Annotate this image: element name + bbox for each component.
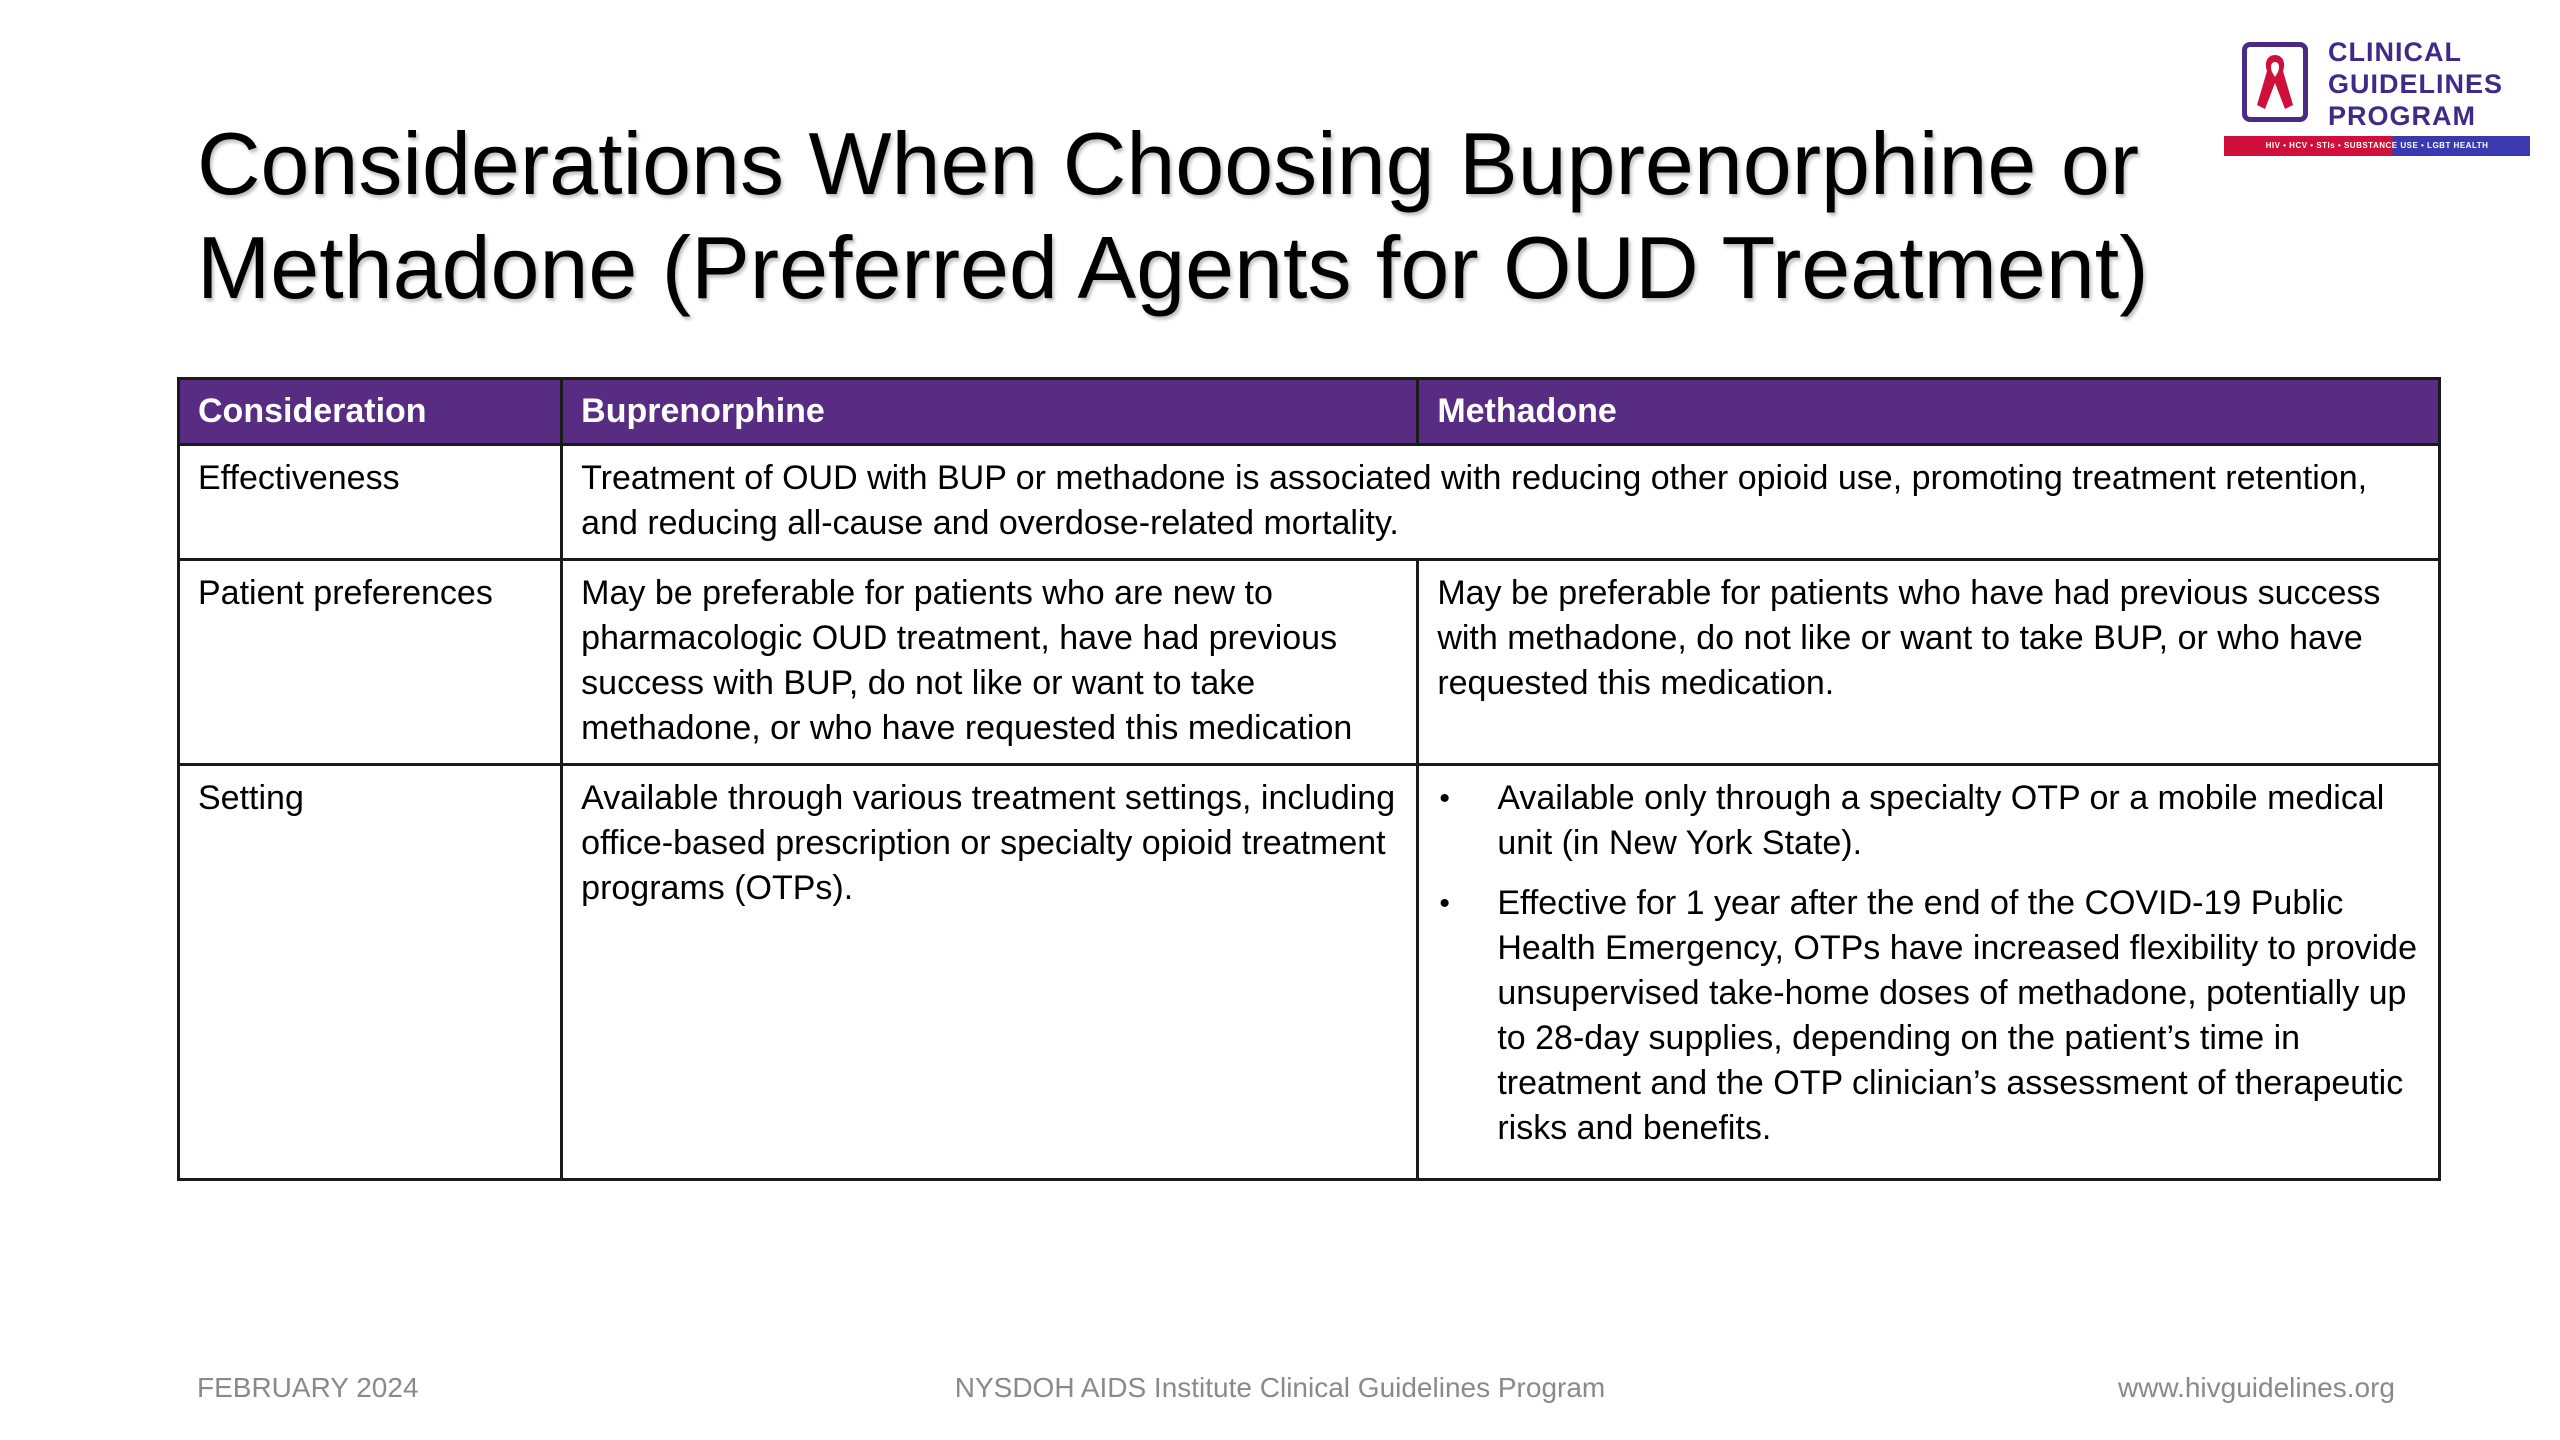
list-item-text: Effective for 1 year after the end of the COVID-19 Public Health Emergency, OTPs have increased flexibility to provide unsupervised take-home doses of methadone, potentially up to 28-day supplies, depending on the patient’s time in treatment and the OTP clinician’s assessment of therapeutic risks and benefits.	[1497, 884, 2418, 1147]
list-item-text: Available only through a specialty OTP or a mobile medical unit (in New York State).	[1497, 779, 2385, 862]
row-label-effectiveness: Effectiveness	[179, 445, 562, 560]
slide-title-line-1: Considerations When Choosing Buprenorphine or	[197, 114, 2140, 213]
table-header-row	[179, 379, 2440, 445]
header-buprenorphine: Buprenorphine	[562, 379, 1418, 445]
footer-date: FEBRUARY 2024	[197, 1372, 419, 1403]
clinical-guidelines-logo	[2224, 36, 2530, 160]
list-item	[1437, 881, 2420, 1151]
logo-line-2: GUIDELINES	[2328, 69, 2504, 99]
row-label-setting: Setting	[179, 765, 562, 1180]
header-consideration: Consideration	[179, 379, 562, 445]
red-ribbon-icon	[2247, 47, 2303, 117]
effectiveness-combined-cell: Treatment of OUD with BUP or methadone is associated with reducing other opioid use, promoting treatment retention, and reducing all-cause and overdose-related mortality.	[562, 445, 2440, 560]
logo-frame	[2242, 42, 2308, 122]
table-row-effectiveness	[179, 445, 2440, 560]
list-item	[1437, 776, 2420, 866]
slide-title-line-2: Methadone (Preferred Agents for OUD Treatment)	[197, 218, 2149, 317]
setting-methadone-cell	[1418, 765, 2440, 1180]
header-methadone: Methadone	[1418, 379, 2440, 445]
setting-buprenorphine-cell: Available through various treatment settings, including office-based prescription or specialty opioid treatment programs (OTPs).	[562, 765, 1418, 1180]
logo-wordmark	[2328, 36, 2503, 132]
slide-title	[197, 112, 2247, 320]
row-label-patient-preferences: Patient preferences	[179, 560, 562, 765]
table-row-patient-preferences	[179, 560, 2440, 765]
footer-url[interactable]: www.hivguidelines.org	[2117, 1372, 2395, 1403]
table-row-setting	[179, 765, 2440, 1180]
preferences-buprenorphine-cell: May be preferable for patients who are new to pharmacologic OUD treatment, have had previous success with BUP, do not like or want to take methadone, or who have requested this medication	[562, 560, 1418, 765]
preferences-methadone-cell: May be preferable for patients who have had previous success with methadone, do not like or want to take BUP, or who have requested this medication.	[1418, 560, 2440, 765]
bullet-icon: •	[1439, 887, 1450, 920]
logo-line-3: PROGRAM	[2328, 101, 2476, 131]
bullet-icon: •	[1439, 782, 1450, 815]
footer-program: NYSDOH AIDS Institute Clinical Guidelines Program	[954, 1372, 1606, 1403]
setting-methadone-list	[1437, 776, 2420, 1151]
considerations-table	[177, 377, 2441, 1181]
logo-line-1: CLINICAL	[2328, 37, 2462, 67]
logo-tagline-bar: HIV • HCV • STIs • SUBSTANCE USE • LGBT HEALTH	[2224, 136, 2530, 156]
